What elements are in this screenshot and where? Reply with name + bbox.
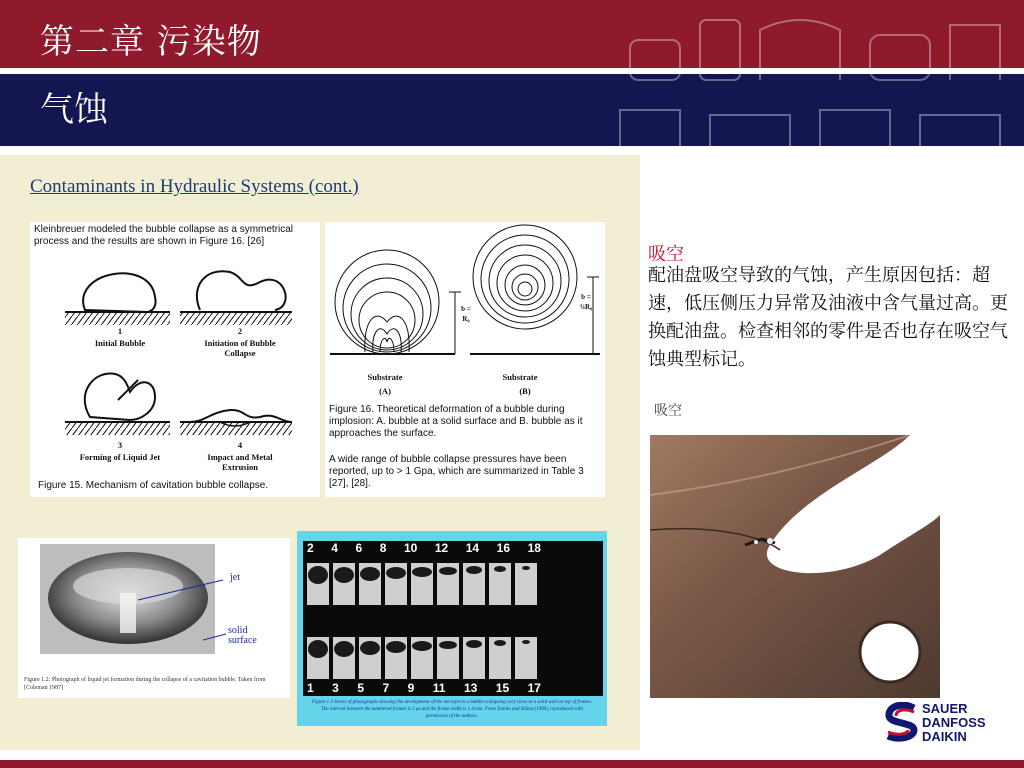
- stage-1-num: 1: [117, 326, 123, 336]
- footer-bar: [0, 760, 1024, 768]
- frame-num: 10: [403, 541, 418, 555]
- stage-2-num: 2: [237, 326, 243, 336]
- frame-numbers-bottom: [307, 681, 541, 695]
- fig15-intro: Kleinbreuer modeled the bubble collapse as a symmetrical process and the results are shown in Figure 16. [26]: [34, 224, 294, 247]
- suction-description: 配油盘吸空导致的气蚀，产生原因包括：超速，低压侧压力异常及油液中含气量过高。更换配油盘。检查相邻的零件是否也存在吸空气蚀典型标记。: [648, 265, 1008, 370]
- frame-num: 17: [527, 681, 541, 695]
- page-title: 第二章 污染物: [40, 22, 262, 62]
- frame-num: 2: [307, 541, 314, 555]
- frame-num: 8: [379, 541, 387, 555]
- logo-line-1: SAUER: [922, 701, 968, 716]
- plate-bolt-hole: [860, 622, 920, 682]
- contour-b-7: [518, 282, 532, 296]
- photo1-caption: Figure 1.2: Photograph of liquid jet formation during the collapse of a cavitation bubble. Taken from [Coleman 1987]: [24, 677, 266, 691]
- logo-line-2: DANFOSS: [922, 715, 986, 730]
- frame-num: 16: [496, 541, 511, 555]
- logo-line-3: DAIKIN: [922, 729, 967, 744]
- figure-16: [325, 222, 605, 497]
- bubble-stage-2: [197, 271, 286, 310]
- frame-num: 4: [331, 541, 338, 555]
- photo-label: 吸空: [654, 403, 682, 419]
- sauer-danfoss-daikin-logo: [884, 700, 1024, 748]
- contour-a-1: [335, 250, 439, 354]
- frame-numbers-top: [307, 541, 541, 555]
- frame-num: 9: [407, 681, 415, 695]
- stage-4-num: 4: [237, 440, 243, 450]
- frame-num: 5: [357, 681, 364, 695]
- frame-num: 15: [495, 681, 510, 695]
- contour-b-5: [505, 265, 545, 305]
- contour-b-1: [473, 225, 577, 329]
- fig16-caption: Figure 16. Theoretical deformation of a bubble during implosion: A. bubble at a solid surface and B. bubble as it approaches the surface.: [329, 404, 583, 439]
- label-a: (A): [379, 386, 391, 396]
- contour-b-2: [481, 235, 569, 323]
- frame-num: 6: [355, 541, 363, 555]
- photo2-caption: Figure 1.3 Series of photographs showing the development of the microjet in a bubble collapsing very close to a solid wall on top of frames. The interval between the numbered frames is 2 μs and the frame width is 1.4 mm. From Tomita and Shima (1990), reproduced with permission of the authors.: [311, 700, 593, 719]
- dim-a: b = R₀: [461, 305, 471, 323]
- bubble-stage-4: [190, 410, 292, 422]
- substrate-a: Substrate: [367, 372, 403, 382]
- contour-b-3: [489, 245, 561, 317]
- bubble-collapse-drawings: [30, 252, 320, 472]
- stage-3-label: Forming of Liquid Jet: [79, 452, 161, 462]
- stage-3-num: 3: [117, 440, 123, 450]
- figure-15: [30, 222, 320, 497]
- logo-wordmark: [922, 702, 986, 744]
- contour-a-4: [359, 292, 415, 348]
- frame-num: 3: [332, 681, 339, 695]
- frame-num: 12: [434, 541, 449, 555]
- liquid-jet-photo: [18, 538, 290, 698]
- frame-num: 13: [463, 681, 478, 695]
- bubble-stage-1: [83, 273, 155, 312]
- contour-a-2: [343, 264, 431, 352]
- frame-num: 1: [307, 681, 314, 695]
- frame-num: 18: [527, 541, 541, 555]
- frame-num: 11: [432, 681, 446, 695]
- frame-grid: [303, 541, 603, 696]
- stage-4-label: Impact and Metal Extrusion: [207, 452, 273, 472]
- solid-surface-label: solid surface: [228, 625, 257, 646]
- valve-plate-photo: [650, 435, 940, 698]
- logo-s-icon: [884, 702, 920, 744]
- panel-title: Contaminants in Hydraulic Systems (cont.): [30, 176, 359, 197]
- dim-b: b = ¾R₀: [579, 293, 593, 311]
- fig15-caption: Figure 15. Mechanism of cavitation bubble collapse.: [38, 480, 269, 491]
- header-watermark: [600, 0, 1024, 160]
- fig16-body: A wide range of bubble collapse pressures have been reported, up to > 1 Gpa, which are summarized in Table 3 [27], [28].: [329, 454, 584, 489]
- jet-label: jet: [230, 572, 240, 583]
- microjet-frame-series: [297, 531, 607, 726]
- substrate-b: Substrate: [502, 372, 538, 382]
- stage-1-label: Initial Bubble: [94, 338, 146, 348]
- stage-2-label: Initiation of Bubble Collapse: [204, 338, 276, 358]
- contour-a-3: [351, 278, 423, 350]
- page-subtitle: 气蚀: [40, 90, 108, 130]
- suction-heading: 吸空: [648, 244, 684, 265]
- frame-num: 14: [465, 541, 480, 555]
- frame-num: 7: [382, 681, 390, 695]
- label-b: (B): [519, 386, 531, 396]
